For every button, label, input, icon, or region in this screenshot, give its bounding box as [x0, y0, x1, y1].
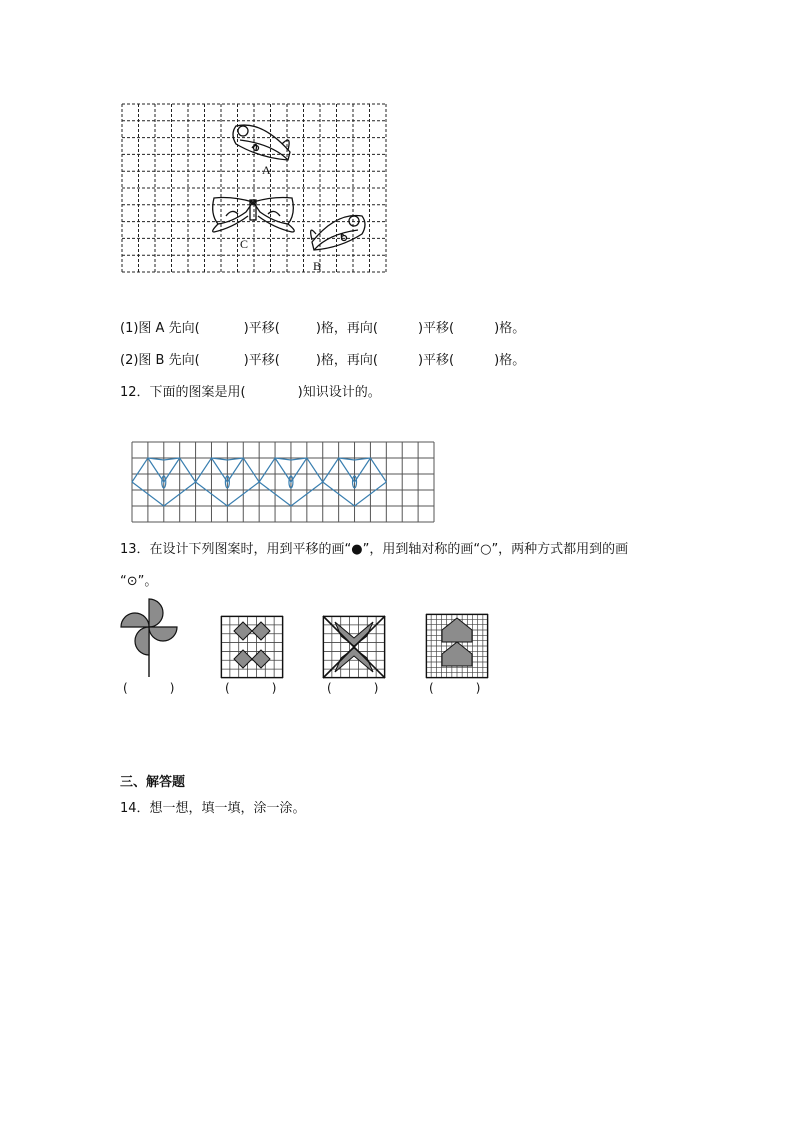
- q11-part1-prefix: (1)图 A 先向(: [120, 321, 200, 336]
- q11-part2-p2: )平移(: [243, 353, 280, 368]
- q11-part1: [120, 320, 525, 338]
- q11-part2-p3: )格，再向(: [315, 353, 378, 368]
- q13-line2: [120, 573, 157, 591]
- x-grid-figure: [323, 616, 385, 678]
- q13-answer-slot-1[interactable]: ( ): [123, 681, 175, 695]
- q13-text-line2: “⊙”。: [120, 574, 158, 589]
- q13-answer-slot-2[interactable]: ( ): [225, 681, 277, 695]
- q12-text: [120, 384, 381, 402]
- section3-title: 三、解答题: [120, 775, 186, 790]
- house-grid-figure: [426, 614, 488, 678]
- figure-b-wing: [311, 216, 365, 250]
- q12-number: 12．: [120, 385, 150, 400]
- figure-b-label: B: [313, 259, 322, 273]
- figure-a-wing: [233, 125, 290, 160]
- q11-part1-p2: )平移(: [243, 321, 280, 336]
- q12-text-b: )知识设计的。: [297, 385, 381, 400]
- q11-part1-p3: )格，再向(: [315, 321, 378, 336]
- q12-pattern-figure: [132, 442, 434, 522]
- q11-part1-p5: )格。: [494, 321, 526, 336]
- q13-number: 13．: [120, 542, 150, 557]
- q11-part2-prefix: (2)图 B 先向(: [120, 353, 200, 368]
- q13-line1: [120, 541, 628, 559]
- diamond-grid-figure: [221, 616, 283, 678]
- q14-text-body: 想一想，填一填，涂一涂。: [149, 801, 306, 816]
- q14-number: 14．: [120, 801, 150, 816]
- figure-c-label: C: [240, 237, 249, 251]
- butterfly-grid-figure: [122, 104, 386, 272]
- q13-text-line1: 在设计下列图案时，用到平移的画“●”，用到轴对称的画“○”，两种方式都用到的画: [149, 542, 629, 557]
- q11-part1-p4: )平移(: [417, 321, 455, 336]
- q11-part2-p5: )格。: [494, 353, 526, 368]
- q12-text-a: 下面的图案是用(: [149, 385, 246, 400]
- q11-part2-p4: )平移(: [417, 353, 455, 368]
- q11-part2: [120, 352, 525, 370]
- pinwheel-figure: [120, 597, 184, 679]
- figure-a-label: A: [262, 163, 271, 177]
- q13-answer-slot-3[interactable]: ( ): [327, 681, 379, 695]
- figure-c-butterfly: [213, 198, 295, 233]
- q13-answer-slot-4[interactable]: ( ): [429, 681, 481, 695]
- q14-text: [120, 800, 306, 818]
